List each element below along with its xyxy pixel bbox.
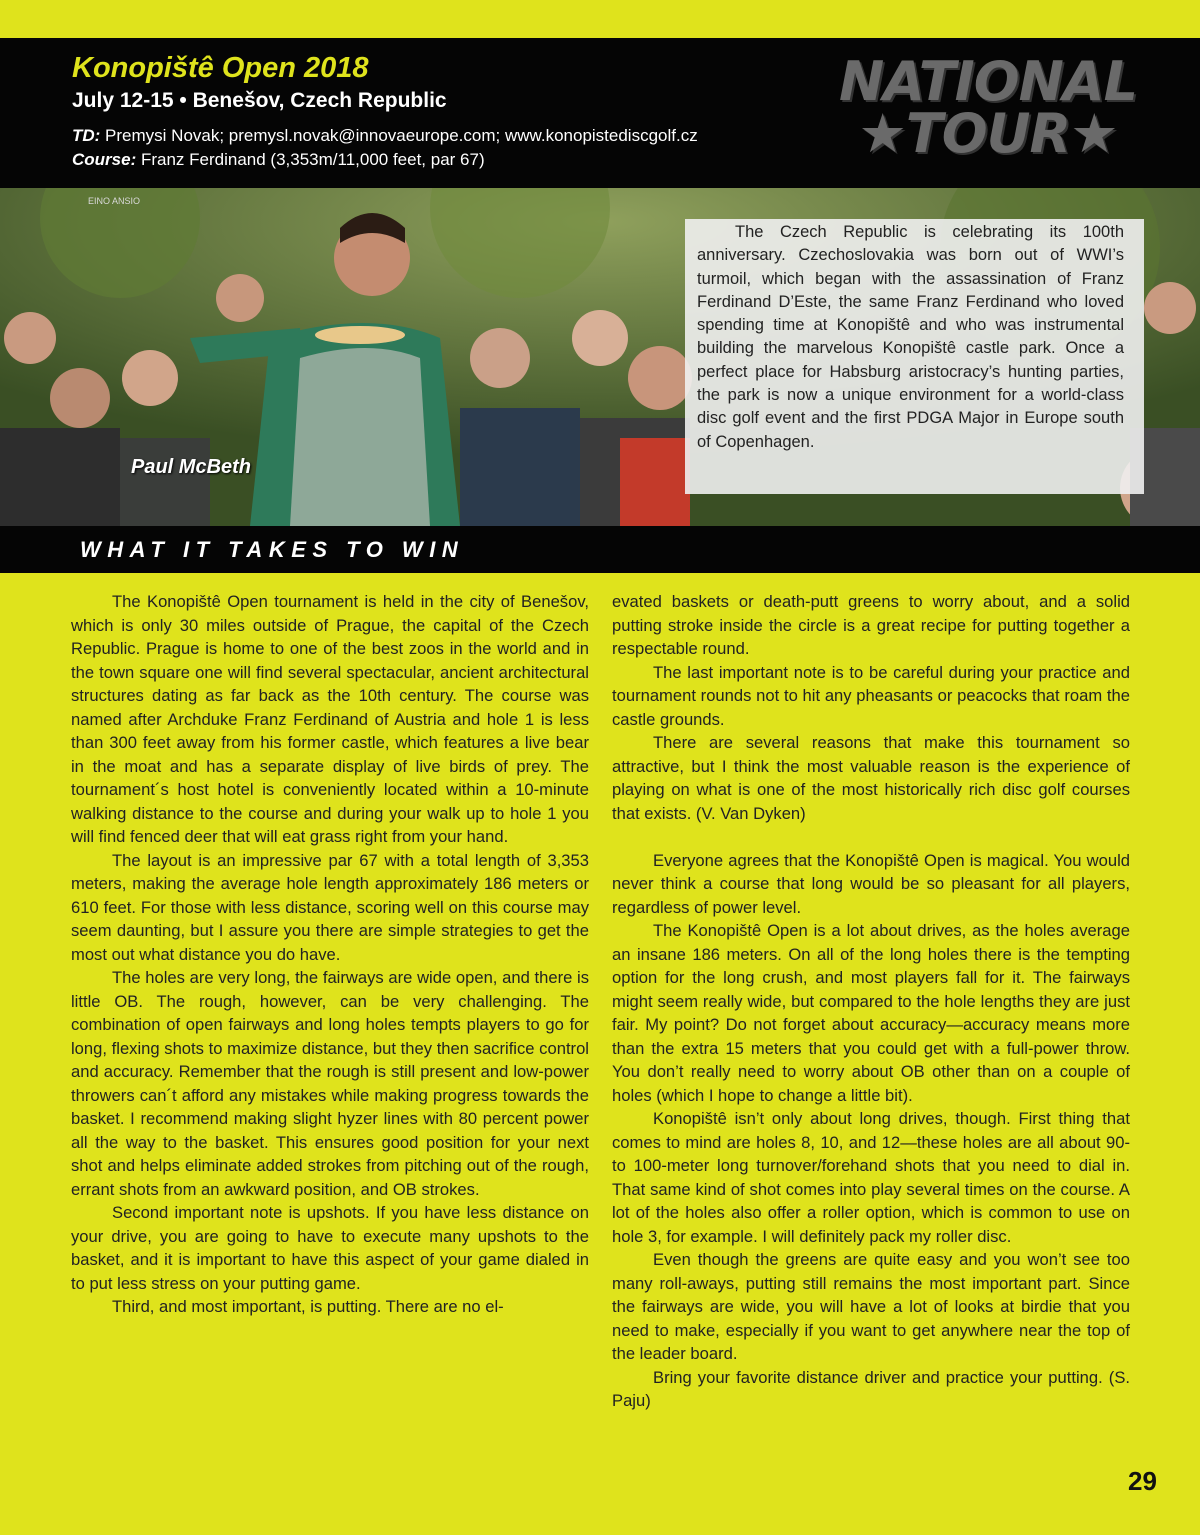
article-column-right bbox=[612, 590, 1130, 1413]
section-title: WHAT IT TAKES TO WIN bbox=[80, 537, 465, 562]
article-paragraph: The last important note is to be careful during your practice and tournament rounds not to hit any pheasants or peacocks that roam the castle grounds. bbox=[612, 662, 1130, 729]
article-paragraph: Everyone agrees that the Konopištê Open is magical. You would never think a course that long would be so pleasant for all players, regardless of power level. bbox=[612, 850, 1130, 917]
article-paragraph: The layout is an impressive par 67 with a total length of 3,353 meters, making the average hole length approximately 186 meters or 610 feet. For those with less distance, scoring well on this course may seem daunting, but I assure you there are simple strategies to get the most out what distance you do have. bbox=[71, 850, 589, 964]
intro-paragraph: The Czech Republic is celebrating its 100th anniversary. Czechoslovakia was born out of WWI’s turmoil, which began with the assassination of Franz Ferdinand D’Este, the same Franz Ferdinand who loved spending time at Konopištê and who was instrumental building the marvelous Konopištê castle park. Once a perfect place for Habsburg aristocracy’s hunting parties, the park is now a unique environment for a world-class disc golf event and the first PDGA Major in Europe south of Copenhagen. bbox=[697, 223, 1124, 451]
page-number: 29 bbox=[1128, 1466, 1157, 1496]
event-title: Konopištê Open 2018 bbox=[72, 52, 369, 84]
section-header-bar bbox=[0, 526, 1200, 573]
course-value: Franz Ferdinand (3,353m/11,000 feet, par 67) bbox=[136, 150, 485, 169]
td-label: TD: bbox=[72, 126, 101, 145]
event-header bbox=[0, 38, 1200, 188]
photo-credit: EINO ANSIO bbox=[88, 196, 141, 206]
article-paragraph-continued: evated baskets or death-putt greens to worry about, and a solid putting stroke inside the circle is a great recipe for putting together a respectable round. bbox=[612, 592, 1130, 658]
article-paragraph: The holes are very long, the fairways are wide open, and there is little OB. The rough, however, can be very challenging. The combination of open fairways and long holes tempts players to go for long, flexing shots to maximize distance, but they then sacrifice control and accuracy. Remember that the rough is still present and low-power throwers can´t afford any mistakes while making progress towards the basket. I recommend making slight hyzer lines with 80 percent power all the way to the basket. This ensures good position for your next shot and helps eliminate added strokes from pitching out of the rough, errant shots from an awkward position, and OB strokes. bbox=[71, 968, 589, 1199]
article-paragraph: Second important note is upshots. If you have less distance on your drive, you are going to have to execute many upshots to the basket, and it is important to have this aspect of your game dialed in to put less stress on your putting game. bbox=[71, 1203, 589, 1293]
article-paragraph: There are several reasons that make this tournament so attractive, but I think the most valuable reason is the experience of playing on what is one of the most historically rich disc golf courses that exists. (V. Van Dyken) bbox=[612, 733, 1130, 823]
article-column-left bbox=[71, 590, 589, 1319]
td-info bbox=[72, 126, 698, 146]
event-dates-location: July 12-15 • Benešov, Czech Republic bbox=[72, 89, 447, 112]
national-tour-logo bbox=[838, 50, 1138, 174]
article-paragraph: Third, and most important, is putting. There are no el- bbox=[112, 1297, 504, 1316]
course-label: Course: bbox=[72, 150, 137, 169]
logo-line-national: NATIONAL bbox=[838, 50, 1138, 113]
article-paragraph: Konopištê isn’t only about long drives, though. First thing that comes to mind are holes 8, 10, and 12—these holes are all about 90- to 100-meter long turnover/forehand shots that you need to dial in. That same kind of shot comes into play several times on the course. A lot of the holes also offer a roller option, which is common to use on hole 3, for example. I will definitely pack my roller disc. bbox=[612, 1109, 1130, 1246]
course-info bbox=[72, 150, 485, 170]
logo-line-tour: ★TOUR★ bbox=[858, 102, 1118, 165]
paragraph-gap bbox=[612, 825, 1130, 849]
photo-caption: Paul McBeth bbox=[131, 456, 252, 478]
article-paragraph: The Konopištê Open is a lot about drives, as the holes average an insane 186 meters. On all of the long holes there is the tempting option for the long crush, and most players fall for it. The fairways might seem really wide, but compared to the hole lengths they are just fair. My point? Do not forget about accuracy—accuracy means more than the extra 15 meters that you could get with a full-power throw. You don’t really need to worry about OB other than on a couple of holes (which I hope to change a little bit). bbox=[612, 921, 1130, 1105]
intro-text-box bbox=[685, 219, 1144, 494]
article-paragraph: The Konopištê Open tournament is held in the city of Benešov, which is only 30 miles outside of Prague, the capital of the Czech Republic. Prague is home to one of the best zoos in the world and in the town square one will find several spectacular, ancient architectural structures dating as far back as the 10th century. The course was named after Archduke Franz Ferdinand of Austria and hole 1 is less than 300 feet away from his former castle, which features a live bear in the moat and has a separate display of live birds of prey. The tournament´s host hotel is conveniently located within a 10-minute walking distance to the course and during your walk up to hole 1 you will find fenced deer that will eat grass right from your hand. bbox=[71, 592, 589, 846]
top-margin-band bbox=[0, 0, 1200, 38]
article-paragraph: Bring your favorite distance driver and practice your putting. (S. Paju) bbox=[612, 1367, 1130, 1410]
td-value: Premysi Novak; premysl.novak@innovaeurope.com; www.konopistediscgolf.cz bbox=[100, 126, 698, 145]
article-paragraph: Even though the greens are quite easy and you won’t see too many roll-aways, putting still remains the most important part. Since the fairways are wide, you will have a lot of looks at birdie that you need to make, especially if you want to get anywhere near the top of the leader board. bbox=[612, 1250, 1130, 1363]
